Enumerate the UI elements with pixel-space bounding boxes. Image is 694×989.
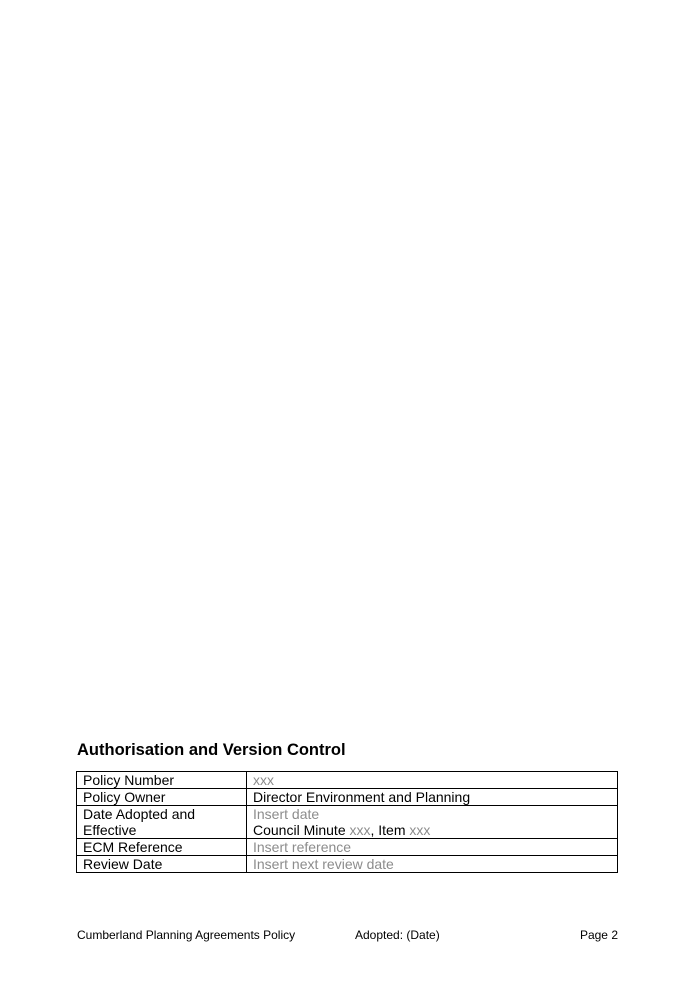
page-footer	[77, 928, 618, 944]
council-minute-line	[253, 822, 611, 838]
table-row	[77, 789, 618, 806]
ecm-reference-label: ECM Reference	[77, 839, 247, 856]
council-minute-prefix: Council Minute	[253, 822, 350, 838]
review-date-label: Review Date	[77, 856, 247, 873]
date-adopted-label-line1: Date Adopted and	[83, 806, 196, 822]
authorisation-table	[76, 771, 618, 873]
policy-owner-value: Director Environment and Planning	[247, 789, 618, 806]
footer-adopted-date: Adopted: (Date)	[355, 928, 440, 942]
policy-number-value: xxx	[247, 772, 618, 789]
footer-policy-title: Cumberland Planning Agreements Policy	[77, 928, 296, 942]
footer-page-number: Page 2	[579, 928, 618, 942]
council-minute-number: xxx	[349, 822, 371, 838]
date-adopted-value	[247, 806, 618, 839]
date-adopted-label-line2: Effective	[83, 822, 137, 838]
review-date-value: Insert next review date	[247, 856, 618, 873]
item-number: xxx	[409, 822, 431, 838]
item-prefix: , Item	[370, 822, 410, 838]
section-heading: Authorisation and Version Control	[77, 741, 346, 759]
table-row	[77, 839, 618, 856]
date-adopted-label	[77, 806, 247, 839]
insert-date-placeholder: Insert date	[253, 806, 320, 822]
table-row	[77, 856, 618, 873]
table-row	[77, 806, 618, 839]
policy-number-label: Policy Number	[77, 772, 247, 789]
policy-owner-label: Policy Owner	[77, 789, 247, 806]
table-row	[77, 772, 618, 789]
ecm-reference-value: Insert reference	[247, 839, 618, 856]
